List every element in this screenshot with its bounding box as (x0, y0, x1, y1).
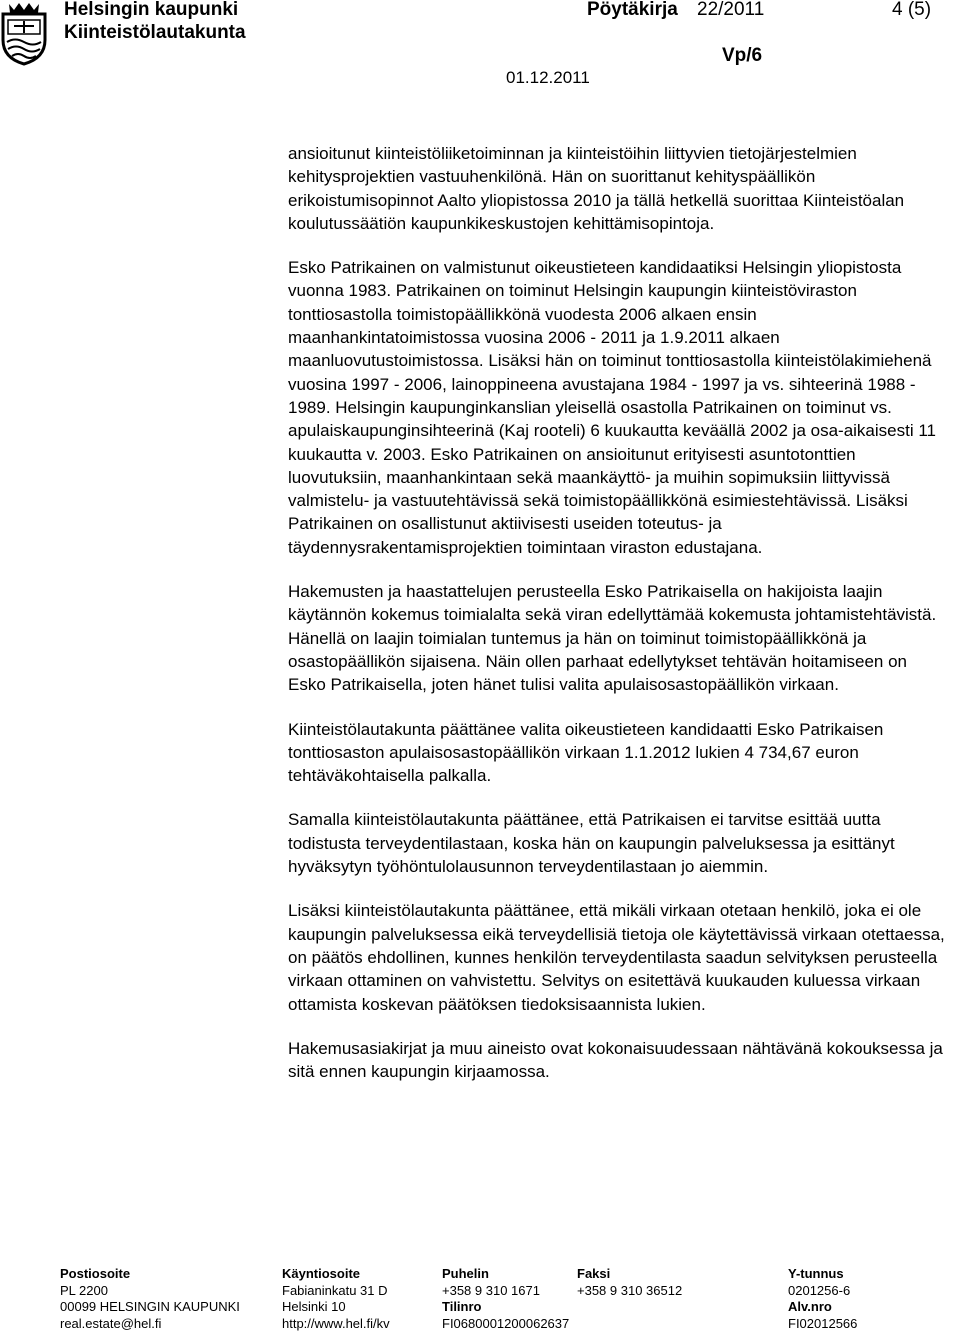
footer-postal-line: PL 2200 (60, 1282, 108, 1298)
paragraph: Samalla kiinteistölautakunta päättänee, että Patrikaisen ei tarvitse esittää uutta todistusta terveydentilastaan, koska hän on kaupungin palveluksessa ja esittänyt hyväksytyn työhöntulolausunnon terveydentilastaan jo aiemmin. (288, 810, 895, 877)
paragraph: ansioitunut kiinteistöliiketoiminnan ja kiinteistöihin liittyvien tietojärjestelmien kehitysprojektien vastuuhenkilönä. Hän on suorittanut kehityspäällikön erikoistumisopinnot Aalto yliopistossa 2010 ja tällä hetkellä suorittaa Kiinteistöalan koulutussäätiön kaupunkikeskustojen kehittämisopintoja. (288, 144, 905, 233)
page-header (0, 0, 960, 90)
paragraph: Hakemusten ja haastattelujen perusteella Esko Patrikaisella on hakijoista laajin käytännön kokemus toimialalta sekä viran edellyttämää kokemusta johtamistehtävistä. Hänellä on laajin toimialan tuntemus ja hän on toiminut toimistopäällikkönä ja osastopäällikön sijaisena. Näin ollen parhaat edellytykset tehtävän hoitamiseen on Esko Patrikaisella, joten hänet tulisi valita apulaisosastopäällikön virkaan. (288, 582, 937, 695)
footer-phone-column (442, 1266, 569, 1332)
footer-fax-value: +358 9 310 36512 (577, 1282, 683, 1298)
paragraph: Esko Patrikainen on valmistunut oikeustieteen kandidaatiksi Helsingin yliopistosta vuonna 1983. Patrikainen on toiminut Helsingin kaupungin kiinteistöviraston tonttiosastolla toimistopäällikkönä vuodesta 2006 alkaen ensin maanhankintatoimistossa vuosina 2006 - 2011 ja 1.9.2011 alkaen maanluovutustoimistossa. Lisäksi hän on toiminut tonttiosastolla kiinteistölakimiehenä vuosina 1997 - 2006, lainoppineena avustajana 1984 - 1997 ja vs. sihteerinä 1988 - 1989. Helsingin kaupunginkanslian yleisellä osastolla Patrikainen on toiminut vs. apulaiskaupunginsihteerinä (Kaj rooteli) 6 kuukautta keväällä 2002 ja osa-aikaisesti 11 kuukautta v. 2003. Esko Patrikainen on ansioitunut erityisesti asuntotonttien luovutuksiin, maanhankintaan sekä maankäyttö- ja muihin sopimuksiin liittyvissä valmistelu- ja vastuutehtävissä sekä toimistopäällikkönä esimiestehtävissä. Lisäksi Patrikainen on osallistunut aktiivisesti useiden toteutus- ja täydennysrakentamisprojektien toimintaan viraston edustajana. (288, 258, 936, 557)
section-number: Vp/6 (722, 45, 763, 66)
footer-phone-label: Puhelin (442, 1266, 489, 1281)
footer-website: http://www.hel.fi/kv (282, 1315, 390, 1331)
document-number: 22/2011 (697, 0, 765, 20)
footer-email: real.estate@hel.fi (60, 1315, 162, 1331)
page-number: 4 (5) (892, 0, 932, 20)
board-name: Kiinteistölautakunta (64, 22, 246, 43)
helsinki-crest-icon (0, 0, 48, 66)
footer-account-value: FI0680001200062637 (442, 1315, 570, 1331)
paragraph: Kiinteistölautakunta päättänee valita oikeustieteen kandidaatti Esko Patrikaisen tonttiosaston apulaisosastopäällikön virkaan 1.1.2012 lukien 4 734,67 euron tehtäväkohtaisella palkalla. (288, 719, 884, 786)
footer-fax-label: Faksi (577, 1266, 611, 1281)
page-footer (0, 1266, 960, 1332)
footer-visit-line: Fabianinkatu 31 D (282, 1282, 388, 1298)
footer-ytunnus-label: Y-tunnus (788, 1266, 844, 1281)
document-type: Pöytäkirja (587, 0, 678, 20)
footer-visit-label: Käyntiosoite (282, 1266, 361, 1281)
paragraph: Hakemusasiakirjat ja muu aineisto ovat kokonaisuudessaan nähtävänä kokouksessa ja sitä ennen kaupungin kirjaamossa. (288, 1038, 943, 1082)
footer-ytunnus-value: 0201256-6 (788, 1282, 851, 1298)
organization-name: Helsingin kaupunki (64, 0, 239, 20)
document-body (288, 142, 948, 1104)
footer-postal-column (60, 1266, 240, 1332)
meeting-date: 01.12.2011 (506, 68, 590, 87)
footer-vat-label: Alv.nro (788, 1299, 832, 1314)
footer-id-column (788, 1266, 857, 1332)
footer-fax-column (577, 1266, 682, 1299)
paragraph: Lisäksi kiinteistölautakunta päättänee, että mikäli virkaan otetaan henkilö, joka ei ole kaupungin palveluksessa eikä terveydellisiä tietoja ole käytettävissä virkaan otettaessa, on päätös ehdollinen, kunnes henkilön terveydentilasta saadun selvityksen perusteella virkaan ottaminen on vahvistettu. Selvitys on esitettävä kuukauden kuluessa virkaan ottamista koskevan päätöksen tiedoksisaannista lukien. (288, 901, 945, 1014)
footer-visit-column (282, 1266, 390, 1332)
footer-postal-line: 00099 HELSINGIN KAUPUNKI (60, 1299, 240, 1314)
footer-phone-value: +358 9 310 1671 (442, 1282, 540, 1298)
footer-account-label: Tilinro (442, 1299, 482, 1314)
footer-vat-value: FI02012566 (788, 1315, 858, 1331)
footer-postal-label: Postiosoite (60, 1266, 131, 1281)
footer-visit-line: Helsinki 10 (282, 1299, 346, 1314)
